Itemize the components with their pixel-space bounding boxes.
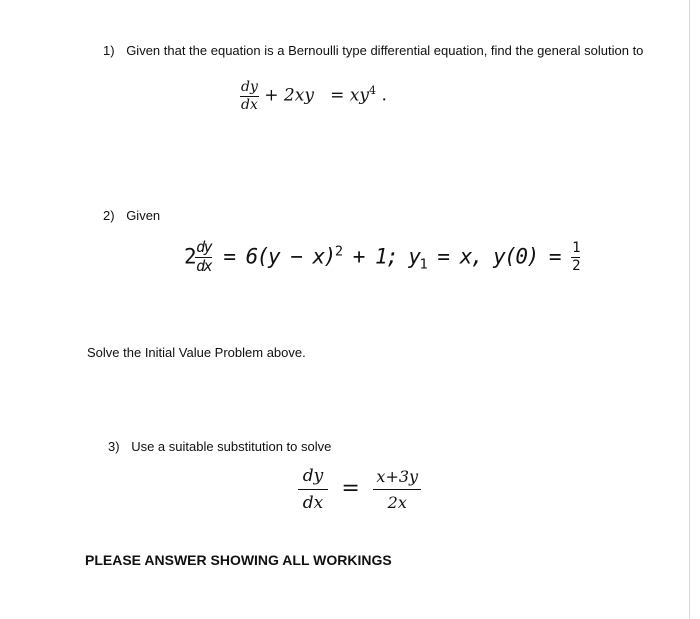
equation-2-condition: = x, y(0) = (437, 244, 560, 269)
equation-3-rhs (373, 469, 421, 512)
equation-2-half-denominator: 2 (572, 257, 580, 274)
question-1 (103, 43, 643, 58)
equation-2-half (571, 241, 580, 273)
equation-2-subscript: 1 (419, 256, 427, 273)
equation-3 (298, 468, 421, 513)
equation-2-denominator: dx (196, 256, 212, 275)
equation-2-exponent: 2 (334, 243, 342, 260)
equation-2-half-numerator: 1 (572, 240, 580, 257)
equation-1-term: + 2xy (264, 85, 314, 106)
equation-1-fraction (240, 80, 259, 112)
question-1-number: 1) (103, 43, 115, 58)
question-2-label: Given (126, 208, 161, 223)
question-3 (108, 439, 331, 454)
equation-1-numerator: dy (241, 79, 258, 95)
question-3-text: Use a suitable substitution to solve (131, 439, 332, 454)
equation-3-rhs-numerator: x+3y (376, 467, 419, 487)
equation-2-middle: = 6(y − x) (223, 244, 335, 269)
equation-1 (240, 80, 387, 112)
question-2-number: 2) (103, 208, 115, 223)
equation-2-fraction (195, 240, 212, 275)
question-2-instruction: Solve the Initial Value Problem above. (87, 345, 306, 360)
equation-1-denominator: dx (241, 96, 258, 113)
equation-3-lhs-numerator: dy (302, 466, 324, 486)
equation-3-lhs-denominator: dx (298, 489, 328, 513)
instruction-note: PLEASE ANSWER SHOWING ALL WORKINGS (85, 552, 392, 568)
equation-2-coefficient: 2 (184, 244, 196, 269)
equation-2-after: + 1; y (352, 244, 420, 269)
equation-2-numerator: dy (196, 238, 212, 256)
equation-1-rhs: = xy (330, 85, 369, 106)
question-2 (103, 208, 160, 223)
equation-1-exponent: 4 (369, 84, 377, 98)
equation-2 (184, 240, 580, 275)
question-1-text: Given that the equation is a Bernoulli type differential equation, find the general solution to (126, 43, 644, 58)
equation-3-equals: = (341, 475, 360, 501)
equation-3-lhs (298, 468, 328, 513)
equation-1-period: . (381, 85, 387, 106)
page-edge (689, 0, 690, 619)
question-3-number: 3) (108, 439, 120, 454)
equation-3-rhs-denominator: 2x (373, 489, 421, 512)
